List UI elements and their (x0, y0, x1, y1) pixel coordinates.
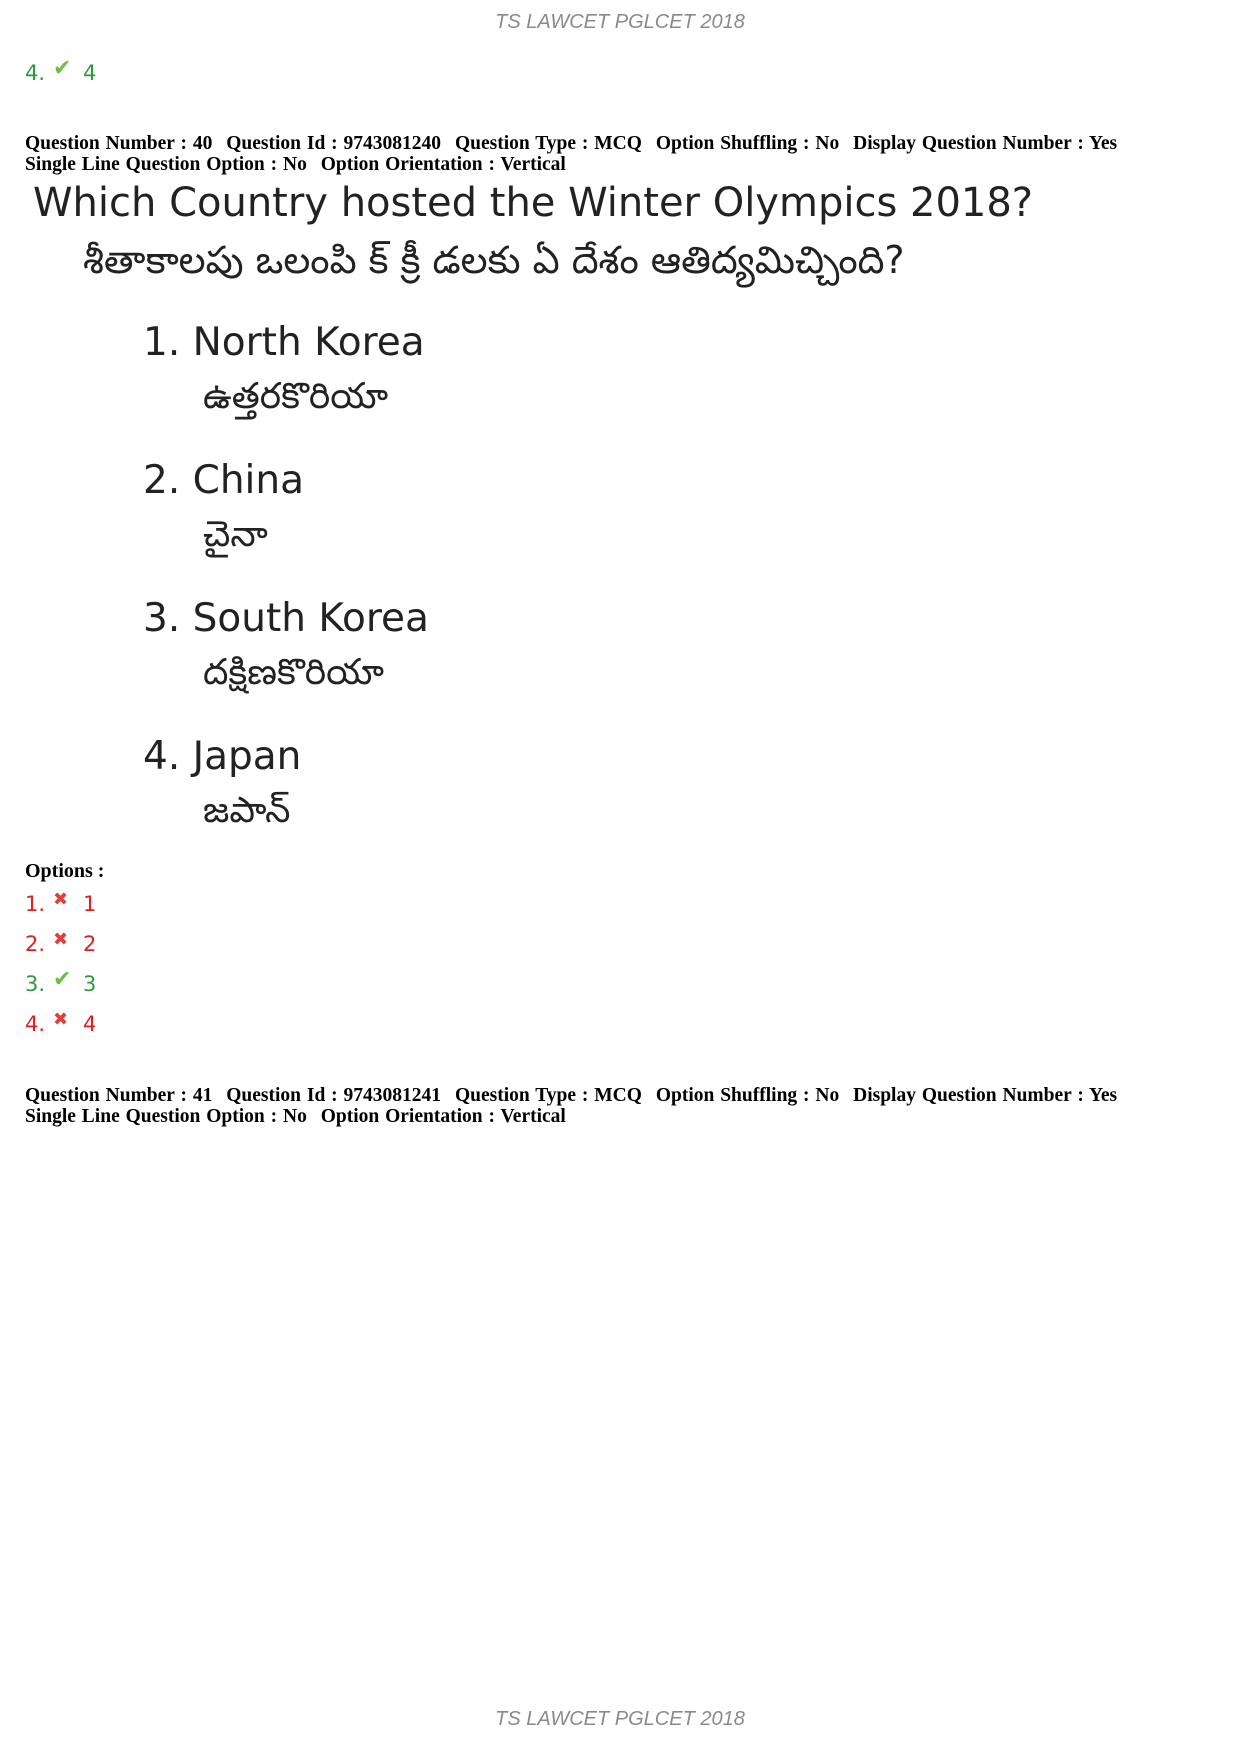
page-header: TS LAWCET PGLCET 2018 (495, 11, 745, 33)
question-number: Question Number : 41 (25, 1085, 213, 1106)
option-4 (25, 1011, 96, 1037)
single-line-option: Single Line Question Option : No (25, 154, 307, 175)
option-orientation: Option Orientation : Vertical (320, 1106, 566, 1127)
page-footer: TS LAWCET PGLCET 2018 (495, 1708, 745, 1730)
option-number: 4. (25, 61, 46, 85)
question-id: Question Id : 9743081241 (226, 1085, 442, 1106)
cross-icon: ✖ (53, 929, 69, 950)
option-3 (25, 967, 97, 997)
option-2 (25, 931, 96, 957)
option-number: 2. (25, 932, 46, 956)
prev-option-4 (25, 56, 97, 86)
option-1 (25, 891, 96, 917)
question-41-meta (25, 1085, 1117, 1127)
option-value: 1 (83, 892, 97, 916)
choice-1-telugu: ఉత్తరకొరియా (203, 376, 389, 417)
option-number: 3. (25, 972, 46, 996)
display-question-number: Display Question Number : Yes (853, 1085, 1118, 1106)
cross-icon: ✖ (53, 1009, 69, 1030)
option-shuffling: Option Shuffling : No (655, 1085, 840, 1106)
option-number: 1. (25, 892, 46, 916)
question-type: Question Type : MCQ (454, 133, 642, 154)
option-number: 4. (25, 1012, 46, 1036)
check-icon: ✔ (53, 967, 72, 992)
display-question-number: Display Question Number : Yes (853, 133, 1118, 154)
single-line-option: Single Line Question Option : No (25, 1106, 307, 1127)
meta-line-1 (25, 1085, 1117, 1106)
meta-line-2 (25, 1106, 1117, 1127)
question-id: Question Id : 9743081240 (226, 133, 442, 154)
choice-2-english: 2. China (143, 458, 305, 503)
check-icon: ✔ (53, 56, 72, 81)
option-orientation: Option Orientation : Vertical (320, 154, 566, 175)
options-label: Options : (25, 860, 105, 882)
choice-2-telugu: చైనా (203, 514, 268, 555)
meta-line-2 (25, 154, 1117, 175)
cross-icon: ✖ (53, 889, 69, 910)
question-type: Question Type : MCQ (454, 1085, 642, 1106)
question-text-telugu: శీతాకాలపు ఒలంపి క్ క్రీ డలకు ఏ దేశం ఆతిద్యమిచ్చింది? (83, 238, 905, 282)
meta-line-1 (25, 133, 1117, 154)
question-number: Question Number : 40 (25, 133, 213, 154)
question-40-meta (25, 133, 1117, 175)
question-image (28, 180, 1068, 860)
option-shuffling: Option Shuffling : No (655, 133, 840, 154)
choice-3-english: 3. South Korea (143, 596, 429, 641)
choice-1-english: 1. North Korea (143, 320, 425, 365)
choice-4-english: 4. Japan (143, 734, 302, 779)
choice-3-telugu: దక్షిణకొరియా (203, 652, 384, 693)
question-text-english: Which Country hosted the Winter Olympics 2018? (33, 180, 1034, 226)
option-value: 2 (83, 932, 97, 956)
option-value: 4 (83, 61, 97, 85)
option-value: 4 (83, 1012, 97, 1036)
choice-4-telugu: జపాన్ (203, 790, 291, 831)
option-value: 3 (83, 972, 97, 996)
